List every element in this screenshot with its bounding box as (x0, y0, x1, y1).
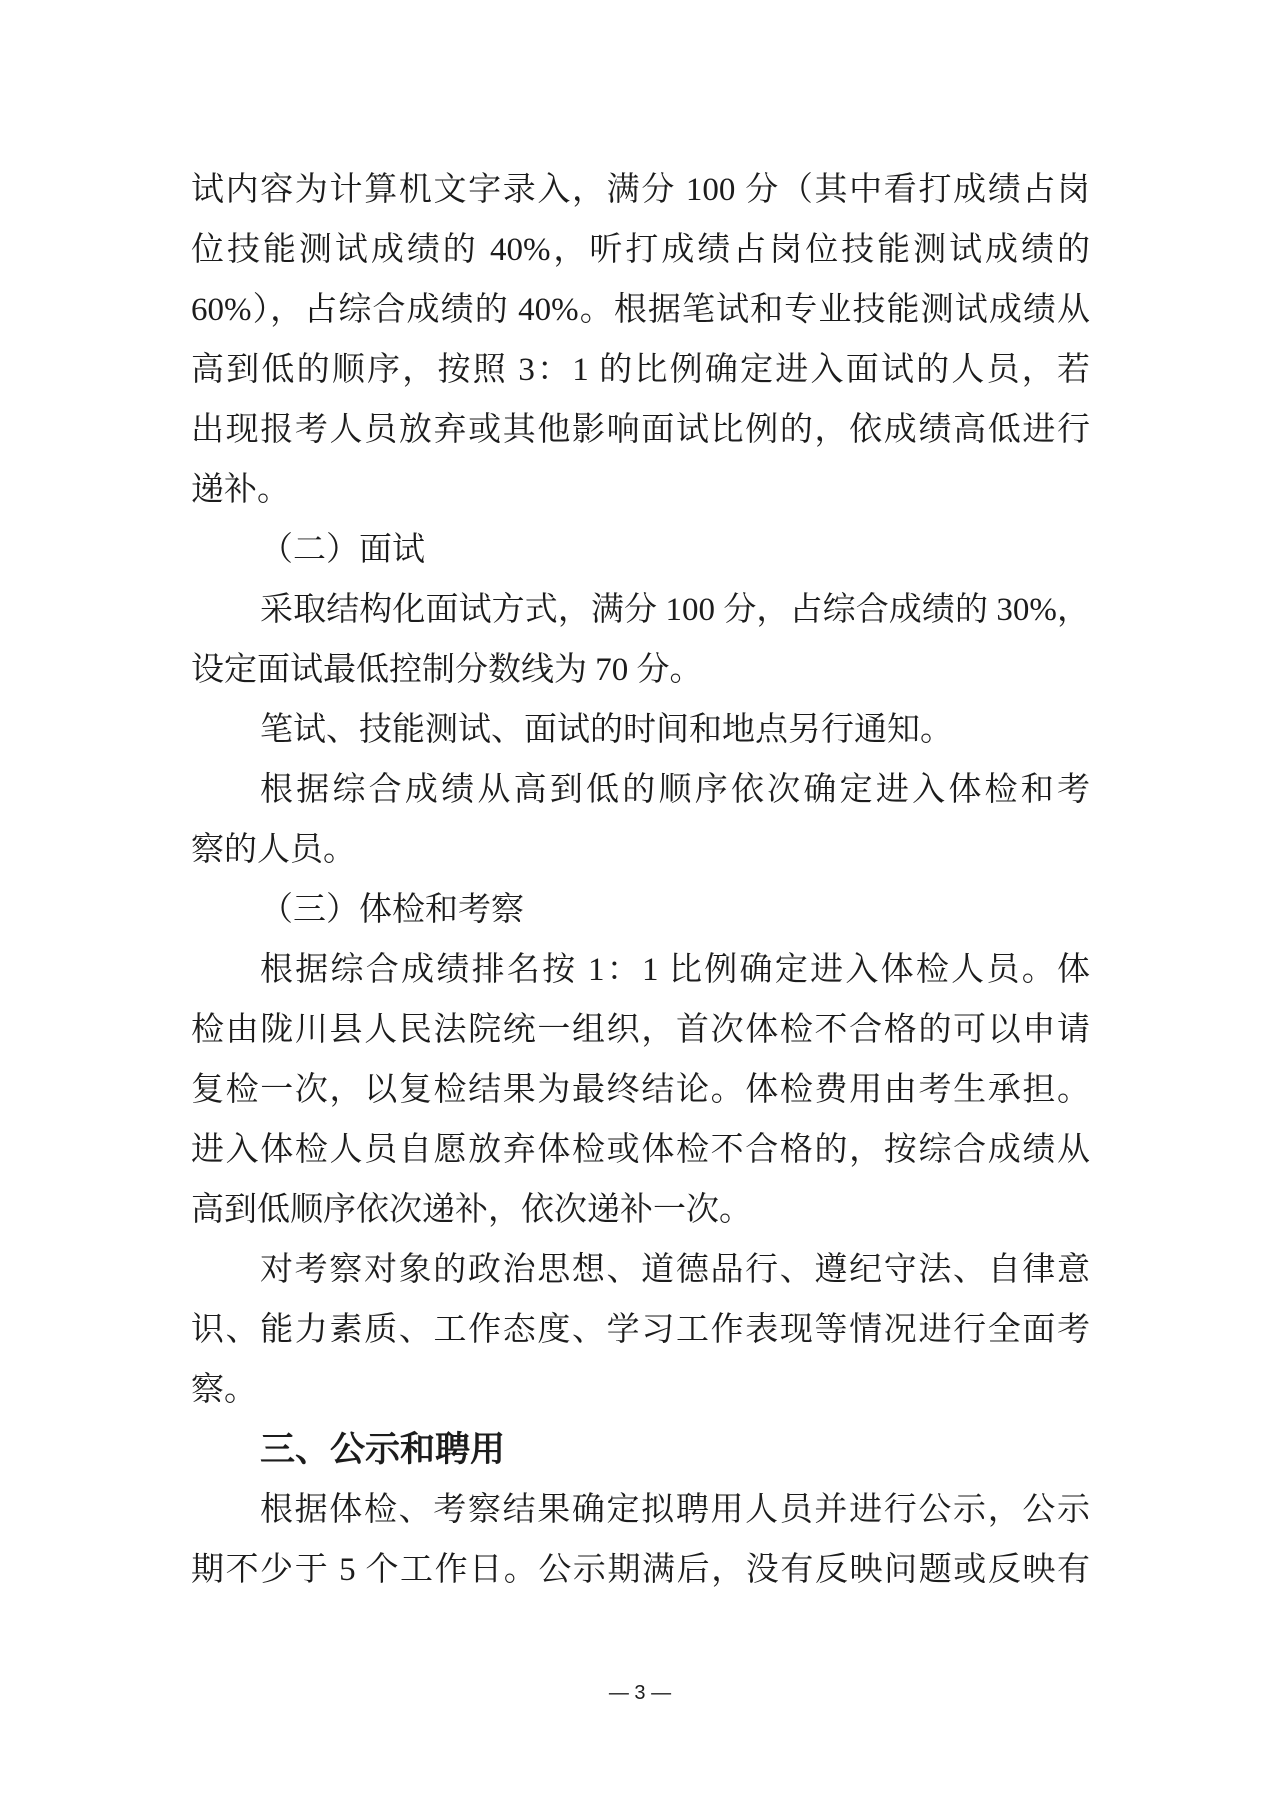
text-line: 检由陇川县人民法院统一组织，首次体检不合格的可以申请 (191, 1012, 1090, 1048)
text-line: 高到低的顺序，按照 3：1 的比例确定进入面试的人员，若 (191, 352, 1090, 388)
text-line: 笔试、技能测试、面试的时间和地点另行通知。 (260, 712, 953, 748)
text-line: 对考察对象的政治思想、道德品行、遵纪守法、自律意 (260, 1252, 1090, 1288)
text-line: 察。 (191, 1372, 257, 1408)
text-line: 根据综合成绩从高到低的顺序依次确定进入体检和考 (260, 772, 1090, 808)
text-line: 试内容为计算机文字录入，满分 100 分（其中看打成绩占岗 (191, 172, 1090, 208)
text-line: 察的人员。 (191, 832, 356, 868)
text-line: 采取结构化面试方式，满分 100 分，占综合成绩的 30%， (260, 592, 1090, 628)
document-body (191, 160, 1090, 1600)
section-heading: 三、公示和聘用 (260, 1430, 506, 1469)
text-line: 期不少于 5 个工作日。公示期满后，没有反映问题或反映有 (191, 1552, 1090, 1588)
text-line: 设定面试最低控制分数线为 70 分。 (191, 652, 703, 688)
text-line: 位技能测试成绩的 40%，听打成绩占岗位技能测试成绩的 (191, 232, 1090, 268)
text-line: 根据综合成绩排名按 1：1 比例确定进入体检人员。体 (260, 952, 1090, 988)
text-line: 识、能力素质、工作态度、学习工作表现等情况进行全面考 (191, 1312, 1090, 1348)
page-number: — 3 — (608, 1682, 672, 1704)
subsection-heading: （三）体检和考察 (260, 892, 524, 928)
text-line: 进入体检人员自愿放弃体检或体检不合格的，按综合成绩从 (191, 1132, 1090, 1168)
subsection-heading: （二）面试 (260, 532, 425, 568)
text-line: 出现报考人员放弃或其他影响面试比例的，依成绩高低进行 (191, 412, 1090, 448)
text-line: 高到低顺序依次递补，依次递补一次。 (191, 1192, 752, 1228)
text-line: 60%），占综合成绩的 40%。根据笔试和专业技能测试成绩从 (191, 292, 1090, 328)
page-footer (0, 1673, 1280, 1713)
text-line: 根据体检、考察结果确定拟聘用人员并进行公示，公示 (260, 1492, 1090, 1528)
text-line: 复检一次，以复检结果为最终结论。体检费用由考生承担。 (191, 1072, 1090, 1108)
text-line: 递补。 (191, 472, 290, 508)
